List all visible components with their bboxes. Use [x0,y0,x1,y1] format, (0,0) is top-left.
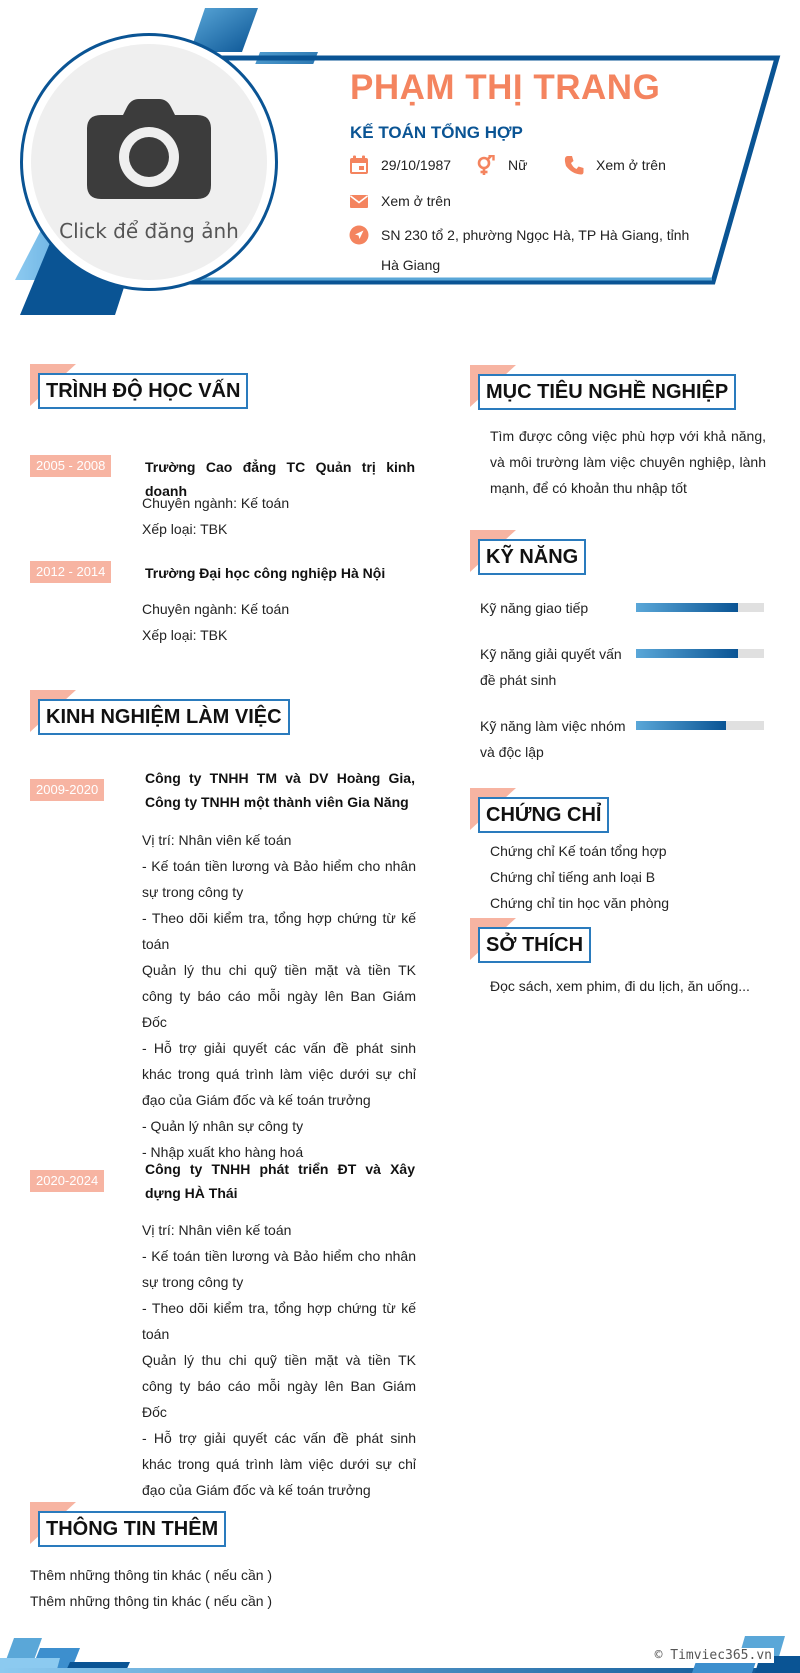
experience-company-1: Công ty TNHH TM và DV Hoàng Gia, Công ty TNHH một thành viên Gia Năng [145,770,415,810]
education-rank-1: Xếp loại: TBK [142,521,228,537]
footer-watermark: © Timviec365.vn [654,1648,772,1663]
experience-years-2: 2020-2024 [30,1170,104,1192]
candidate-name: PHẠM THỊ TRANG [350,68,661,107]
objective-title: MỤC TIÊU NGHỀ NGHIỆP [478,374,736,410]
skill-bar-1 [636,603,764,612]
education-rank-2: Xếp loại: TBK [142,627,228,643]
skill-bar-fill [636,649,738,658]
additional-lines [30,1562,272,1614]
certificate-item: Chứng chỉ Kế toán tổng hợp [490,843,667,859]
birthday-row [349,150,451,180]
job-title: KẾ TOÁN TỔNG HỢP [350,123,523,142]
education-details-2 [142,596,416,648]
gender-icon [476,155,496,175]
experience-2-line-2: - Kế toán tiền lương và Bảo hiểm cho nhân sự trong công ty [142,1248,416,1290]
location-icon [349,225,369,245]
education-title: TRÌNH ĐỘ HỌC VẤN [38,373,248,409]
experience-1-line-2: - Kế toán tiền lương và Bảo hiểm cho nhân sự trong công ty [142,858,416,900]
education-school-2: Trường Đại học công nghiệp Hà Nội [145,565,386,581]
skills-title: KỸ NĂNG [478,539,586,575]
experience-company-2: Công ty TNHH phát triển ĐT và Xây dựng HÀ Thái [145,1161,415,1201]
certificates-title: CHỨNG CHỈ [478,797,609,833]
experience-1-line-7: - Nhập xuất kho hàng hoá [142,1144,304,1160]
experience-title: KINH NGHIỆM LÀM VIỆC [38,699,290,735]
experience-details-1 [142,827,416,1165]
skill-bar-3 [636,721,764,730]
skill-label-1: Kỹ năng giao tiếp [480,600,589,616]
certificate-item: Chứng chỉ tiếng anh loại B [490,869,656,885]
address-value: SN 230 tổ 2, phường Ngọc Hà, TP Hà Giang, tỉnh Hà Giang [381,227,690,273]
education-years-1: 2005 - 2008 [30,455,111,477]
birthday-value: 29/10/1987 [381,157,452,173]
calendar-icon [349,155,369,175]
skill-bar-fill [636,603,738,612]
experience-1-line-6: - Quản lý nhân sự công ty [142,1118,304,1134]
skill-bar-fill [636,721,726,730]
additional-line-1: Thêm những thông tin khác ( nếu cần ) [30,1567,273,1583]
experience-2-line-3: - Theo dõi kiểm tra, tổng hợp chứng từ kế toán [142,1300,416,1342]
photo-inner [31,44,267,280]
gender-row [476,150,527,180]
skill-bar-2 [636,649,764,658]
email-row [349,186,451,216]
profile-photo-placeholder[interactable] [20,33,278,291]
skill-label-2: Kỹ năng giải quyết vấn đề phát sinh [480,646,622,688]
education-school-1: Trường Cao đẳng TC Quản trị kinh doanh [145,459,415,499]
education-major-1: Chuyên ngành: Kế toán [142,495,290,511]
experience-years-1: 2009-2020 [30,779,104,801]
email-value: Xem ở trên [381,193,451,209]
experience-2-line-5: - Hỗ trợ giải quyết các vấn đề phát sinh khác trong quá trình làm việc dưới sự chỉ đạo của Giám đốc và kế toán trưởng [142,1430,416,1498]
experience-2-line-1: Vị trí: Nhân viên kế toán [142,1222,292,1238]
education-years-2: 2012 - 2014 [30,561,111,583]
phone-icon [564,155,584,175]
camera-icon [87,99,211,199]
experience-1-line-4: Quản lý thu chi quỹ tiền mặt và tiền TK công ty báo cáo mỗi ngày lên Ban Giám Đốc [142,962,416,1030]
hobbies-text: Đọc sách, xem phim, đi du lịch, ăn uống... [490,978,750,994]
education-details-1 [142,490,416,542]
experience-1-line-3: - Theo dõi kiểm tra, tổng hợp chứng từ kế toán [142,910,416,952]
hobbies-title: SỞ THÍCH [478,927,591,963]
experience-details-2 [142,1217,416,1503]
additional-line-2: Thêm những thông tin khác ( nếu cần ) [30,1593,273,1609]
objective-text: Tìm được công việc phù hợp với khả năng, và môi trường làm việc chuyên nghiệp, lành mạnh, để có khoản thu nhập tốt [490,428,766,496]
additional-title: THÔNG TIN THÊM [38,1511,226,1547]
certificate-item: Chứng chỉ tin học văn phòng [490,895,670,911]
phone-value: Xem ở trên [596,157,666,173]
experience-1-line-5: - Hỗ trợ giải quyết các vấn đề phát sinh khác trong quá trình làm việc dưới sự chỉ đạo của Giám đốc và kế toán trưởng [142,1040,416,1108]
email-icon [349,191,369,211]
experience-1-line-1: Vị trí: Nhân viên kế toán [142,832,292,848]
gender-value: Nữ [508,157,528,173]
certificates-list [490,838,766,916]
experience-2-line-4: Quản lý thu chi quỹ tiền mặt và tiền TK công ty báo cáo mỗi ngày lên Ban Giám Đốc [142,1352,416,1420]
phone-row [564,150,666,180]
education-major-2: Chuyên ngành: Kế toán [142,601,290,617]
photo-caption: Click để đăng ảnh [59,219,239,243]
skill-label-3: Kỹ năng làm việc nhóm và độc lập [480,718,626,760]
